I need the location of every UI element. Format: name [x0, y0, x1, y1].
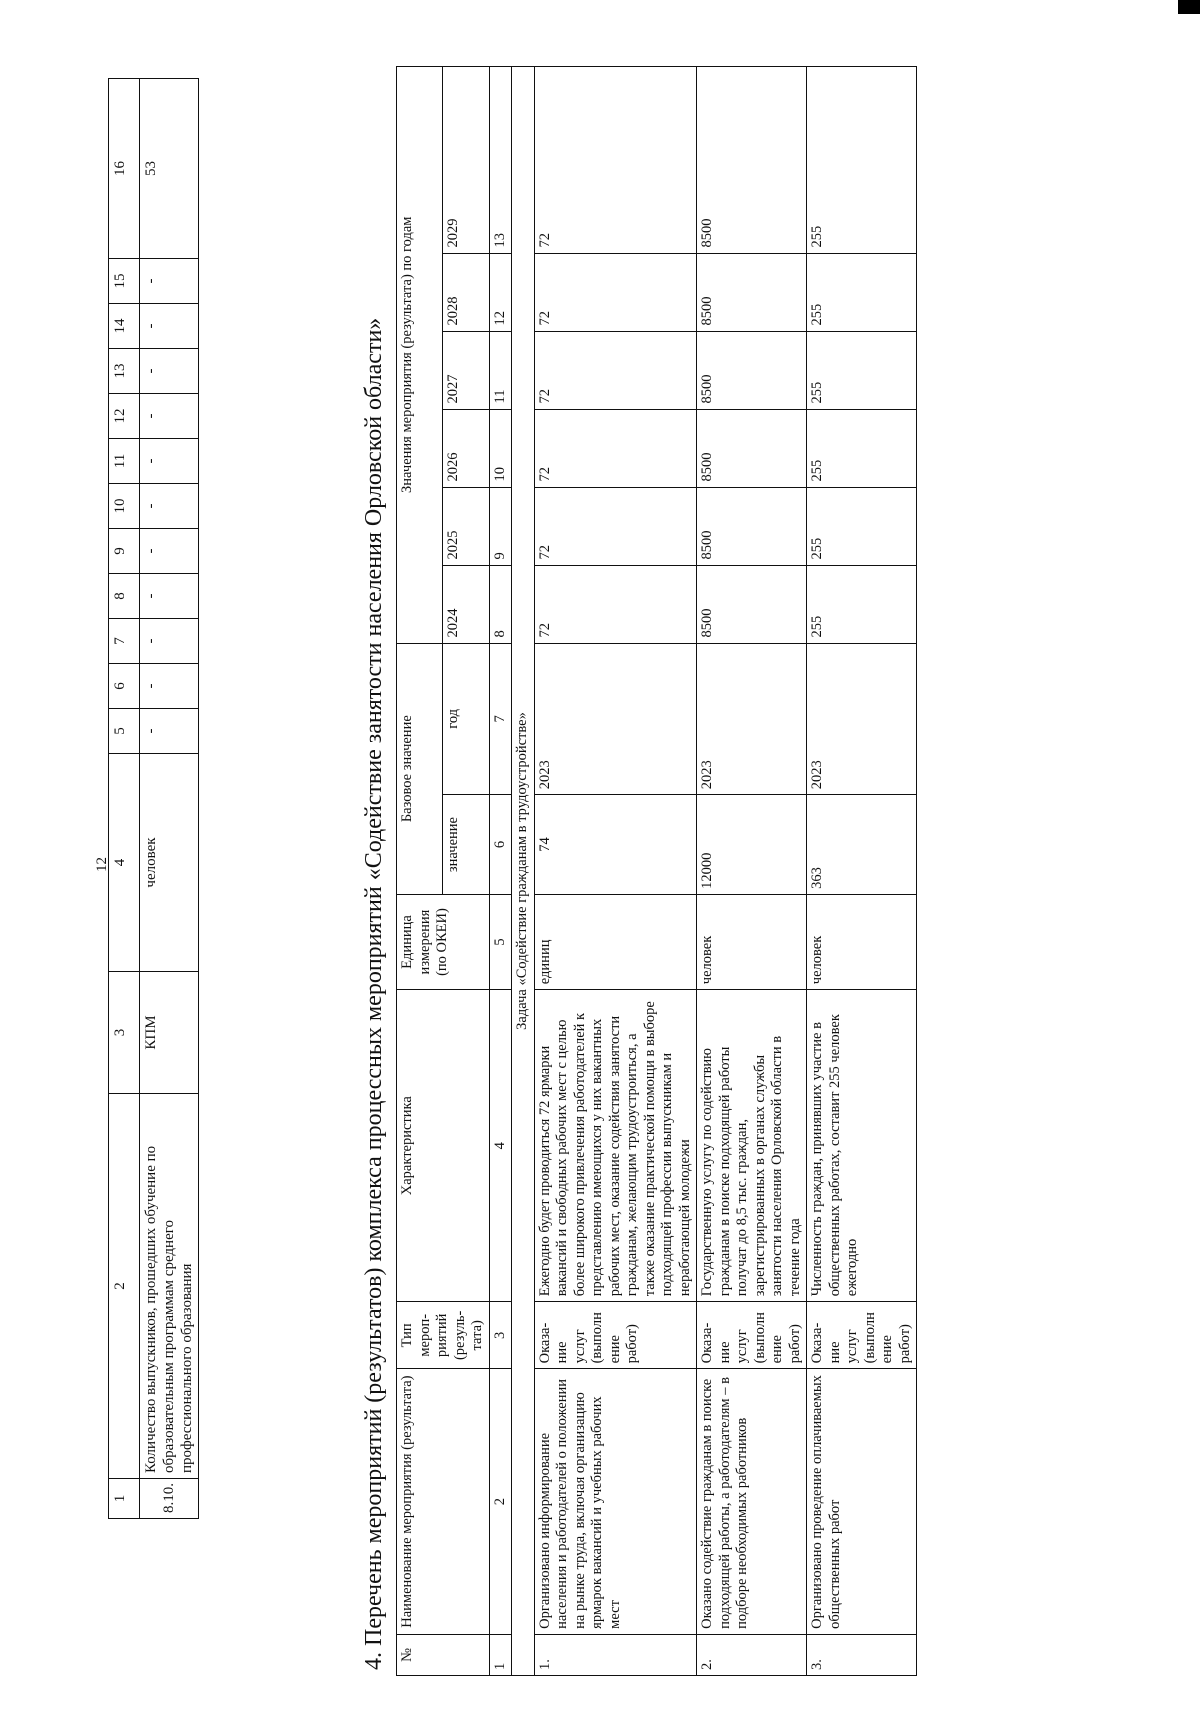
header-num: №	[397, 1634, 490, 1675]
col-number: 8	[489, 565, 512, 643]
col-number: 4	[109, 754, 140, 972]
base-value: 363	[807, 795, 917, 895]
header-type: Тип мероп-риятий (резуль-тата)	[397, 1302, 490, 1369]
year-value: 72	[534, 487, 697, 565]
task-title: Задача «Содействие гражданам в трудоустройстве»	[512, 67, 535, 1676]
measure-name: Организовано проведение оплачиваемых общественных работ	[807, 1369, 917, 1634]
indicator-name: Количество выпускников, прошедших обучение по образовательным программам среднего профессионального образования	[140, 1094, 199, 1479]
value-cell: -	[140, 709, 199, 754]
page-number: 12	[94, 857, 110, 872]
year-value: 255	[807, 67, 917, 254]
year-value: 72	[534, 409, 697, 487]
base-value: 12000	[697, 795, 807, 895]
col-number: 13	[489, 67, 512, 254]
col-number: 15	[109, 259, 140, 304]
col-number: 9	[109, 529, 140, 574]
value-cell: -	[140, 439, 199, 484]
measure-characteristic: Численность граждан, принявших участие в общественных работах, составит 255 человек ежегодно	[807, 990, 917, 1302]
col-number: 6	[109, 664, 140, 709]
year-value: 255	[807, 253, 917, 331]
base-year: 2023	[807, 643, 917, 795]
measure-type: Оказа-ние услуг (выполн ение работ)	[534, 1302, 697, 1369]
col-number: 14	[109, 304, 140, 349]
measure-type: Оказа-ние услуг (выполн ение работ)	[697, 1302, 807, 1369]
col-number: 12	[489, 253, 512, 331]
col-number: 3	[109, 972, 140, 1094]
value-cell: -	[140, 529, 199, 574]
top-table-wrapper	[108, 79, 199, 1519]
value-cell: -	[140, 304, 199, 349]
col-number: 3	[489, 1302, 512, 1369]
base-year: 2023	[534, 643, 697, 795]
header-year: 2029	[443, 67, 489, 254]
year-value: 72	[534, 67, 697, 254]
header-year: 2025	[443, 487, 489, 565]
measure-unit: человек	[807, 894, 917, 989]
measure-unit: единиц	[534, 894, 697, 989]
value-cell: -	[140, 484, 199, 529]
col-number: 5	[109, 709, 140, 754]
measure-name: Организовано информирование населения и работодателей о положении на рынке труда, включая организацию ярмарок вакансий и учебных рабочих мест	[534, 1369, 697, 1634]
col-number: 1	[489, 1634, 512, 1675]
measure-type: Оказа-ние услуг (выполн ение работ)	[807, 1302, 917, 1369]
column-number-row	[489, 67, 512, 1676]
header-row	[397, 67, 443, 1676]
col-number: 16	[109, 79, 140, 259]
continuation-table	[108, 78, 199, 1519]
table-row	[697, 67, 807, 1676]
value-cell: 53	[140, 79, 199, 259]
header-year: 2026	[443, 409, 489, 487]
year-value: 8500	[697, 331, 807, 409]
measures-table	[396, 66, 917, 1676]
col-number: 4	[489, 990, 512, 1302]
header-base: Базовое значение	[397, 643, 443, 894]
year-value: 8500	[697, 565, 807, 643]
row-number: 3.	[807, 1634, 917, 1675]
col-number: 7	[109, 619, 140, 664]
table-row	[807, 67, 917, 1676]
year-value: 72	[534, 565, 697, 643]
col-number: 12	[109, 394, 140, 439]
year-value: 255	[807, 331, 917, 409]
col-number: 9	[489, 487, 512, 565]
year-value: 255	[807, 487, 917, 565]
col-number: 1	[109, 1479, 140, 1519]
scan-corner-mark	[1178, 0, 1200, 14]
year-value: 8500	[697, 253, 807, 331]
table-row	[534, 67, 697, 1676]
year-value: 72	[534, 253, 697, 331]
top-table-header-row	[109, 79, 140, 1519]
header-characteristic: Характеристика	[397, 990, 490, 1302]
value-cell: -	[140, 259, 199, 304]
year-value: 255	[807, 409, 917, 487]
col-number: 2	[489, 1369, 512, 1634]
col-number: 10	[109, 484, 140, 529]
header-year: 2027	[443, 331, 489, 409]
measure-characteristic: Государственную услугу по содействию гражданам в поиске подходящей работы получат до 8,5 тыс. граждан, зарегистрированных в органах службы занятости населения Орловской области в течение года	[697, 990, 807, 1302]
col-number: 11	[489, 331, 512, 409]
header-base-year: год	[443, 643, 489, 795]
header-values: Значения мероприятия (результата) по годам	[397, 67, 443, 644]
section-title: 4. Перечень мероприятий (результатов) комплекса процессных мероприятий «Содействие занятости населения Орловской области»	[361, 317, 387, 1670]
col-number: 5	[489, 894, 512, 989]
col-number: 6	[489, 795, 512, 895]
header-name: Наименование мероприятия (результата)	[397, 1369, 490, 1634]
header-year: 2028	[443, 253, 489, 331]
header-unit: Единица измерения (по ОКЕИ)	[397, 894, 490, 989]
year-value: 8500	[697, 67, 807, 254]
col-number: 7	[489, 643, 512, 795]
section-4-wrapper	[360, 66, 917, 1676]
col-number: 11	[109, 439, 140, 484]
col-number: 13	[109, 349, 140, 394]
col-number: 10	[489, 409, 512, 487]
header-year: 2024	[443, 565, 489, 643]
value-cell: -	[140, 349, 199, 394]
value-cell: -	[140, 664, 199, 709]
indicator-type: КПМ	[140, 972, 199, 1094]
measure-characteristic: Ежегодно будет проводиться 72 ярмарки вакансий и свободных рабочих мест с целью более широкого привлечения работодателей к представлению имеющихся у них вакантных рабочих мест, оказание содействия занятости гражданам, желающим трудоустроиться, а также оказание практической помощи в выборе подходящей профессии выпускникам и неработающей молодежи	[534, 990, 697, 1302]
col-number: 8	[109, 574, 140, 619]
col-number: 2	[109, 1094, 140, 1479]
row-number: 1.	[534, 1634, 697, 1675]
year-value: 72	[534, 331, 697, 409]
value-cell: -	[140, 619, 199, 664]
measure-name: Оказано содействие гражданам в поиске подходящей работы, а работодателям – в подборе необходимых работников	[697, 1369, 807, 1634]
value-cell: -	[140, 394, 199, 439]
row-number: 8.10.	[140, 1479, 199, 1519]
year-value: 8500	[697, 487, 807, 565]
row-number: 2.	[697, 1634, 807, 1675]
value-cell: -	[140, 574, 199, 619]
year-value: 255	[807, 565, 917, 643]
year-value: 8500	[697, 409, 807, 487]
task-row	[512, 67, 535, 1676]
base-value: 74	[534, 795, 697, 895]
header-base-value: значение	[443, 795, 489, 895]
measure-unit: человек	[697, 894, 807, 989]
table-row	[140, 79, 199, 1519]
indicator-unit: человек	[140, 754, 199, 972]
base-year: 2023	[697, 643, 807, 795]
